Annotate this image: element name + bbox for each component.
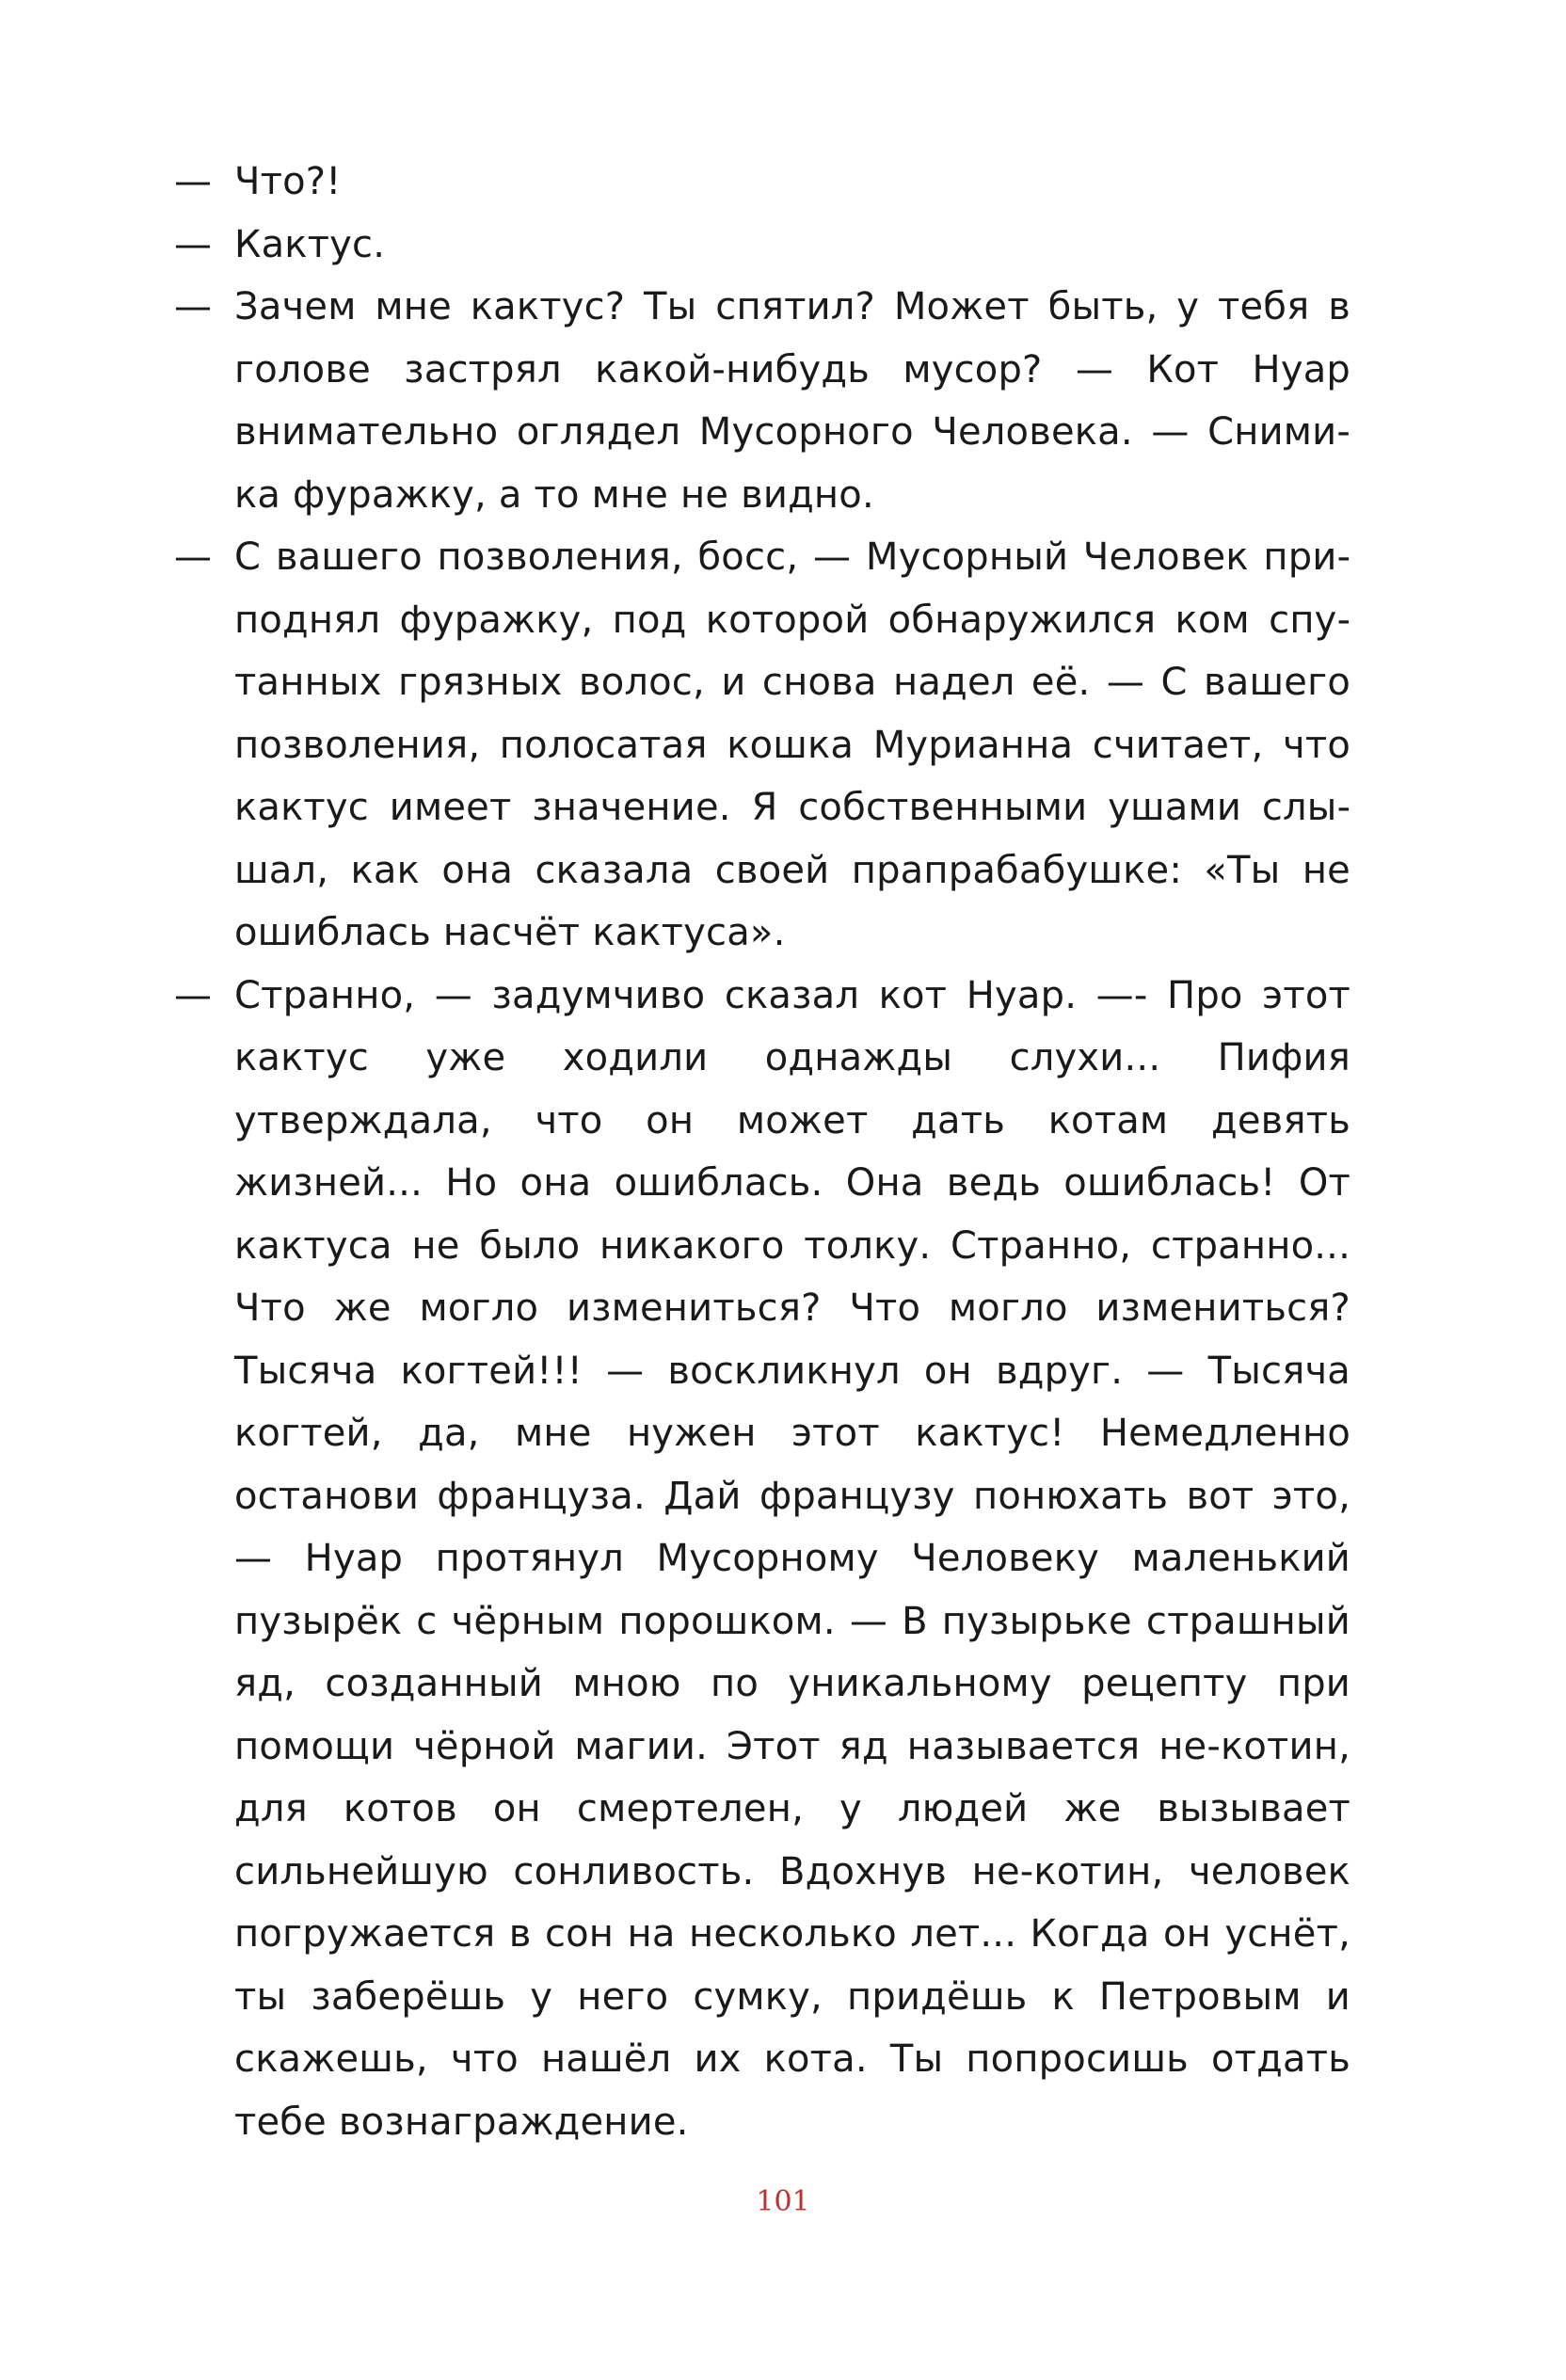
dialogue-text: С вашего позволения, босс, — Мусорный Человек приподнял фуражку, под которой обнаружился ком спутанных грязных волос, и снова надел её. — С вашего позволения, полосатая кошка Мурианна считает, что кактус имеет значение. Я собственными ушами слышал, как она сказала своей прапрабабушке: «Ты не ошиблась насчёт кактуса». (234, 535, 1350, 954)
dialogue-dash: — (174, 973, 213, 1017)
dialogue-text: Странно, — задумчиво сказал кот Нуар. —- Про этот кактус уже ходили однажды слухи... Пифия утверждала, что он может дать котам девять жизней... Но она ошиблась. Она ведь ошиблась! От кактуса не было никакого толку. Странно, странно... Что же могло измениться? Что могло измениться? Тысяча когтей!!! — воскликнул он вдруг. — Тысяча когтей, да, мне нужен этот кактус! Немедленно останови француза. Дай французу понюхать вот это, — Нуар протянул Мусорному Человеку маленький пузырёк с чёрным порошком. — В пузырьке страшный яд, созданный мною по уникальному рецепту при помощи чёрной магии. Этот яд называется не-котин, для котов он смертелен, у людей же вызывает сильнейшую сонливость. Вдохнув не-котин, человек погружается в сон на несколько лет... Когда он уснёт, ты заберёшь у него сумку, придёшь к Петровым и скажешь, что нашёл их кота. Ты попросишь отдать тебе вознаграждение. (234, 973, 1350, 2144)
dialogue-dash: — (174, 160, 213, 203)
dialogue-text: Кактус. (234, 222, 386, 266)
dialogue-line (174, 214, 1350, 277)
page-number: 101 (756, 2185, 810, 2218)
dialogue-line (174, 276, 1350, 526)
dialogue-dash: — (174, 535, 213, 579)
body-text (174, 151, 1350, 2153)
dialogue-line (174, 151, 1350, 214)
dialogue-text: Что?! (234, 160, 342, 203)
dialogue-dash: — (174, 222, 213, 266)
dialogue-line (174, 526, 1350, 965)
dialogue-dash: — (174, 285, 213, 328)
dialogue-text: Зачем мне кактус? Ты спятил? Может быть, у тебя в голове застрял какой-нибудь мусор? — Кот Нуар внимательно оглядел Мусорного Человека. — Сними-ка фуражку, а то мне не видно. (234, 285, 1350, 517)
dialogue-line (174, 965, 1350, 2154)
